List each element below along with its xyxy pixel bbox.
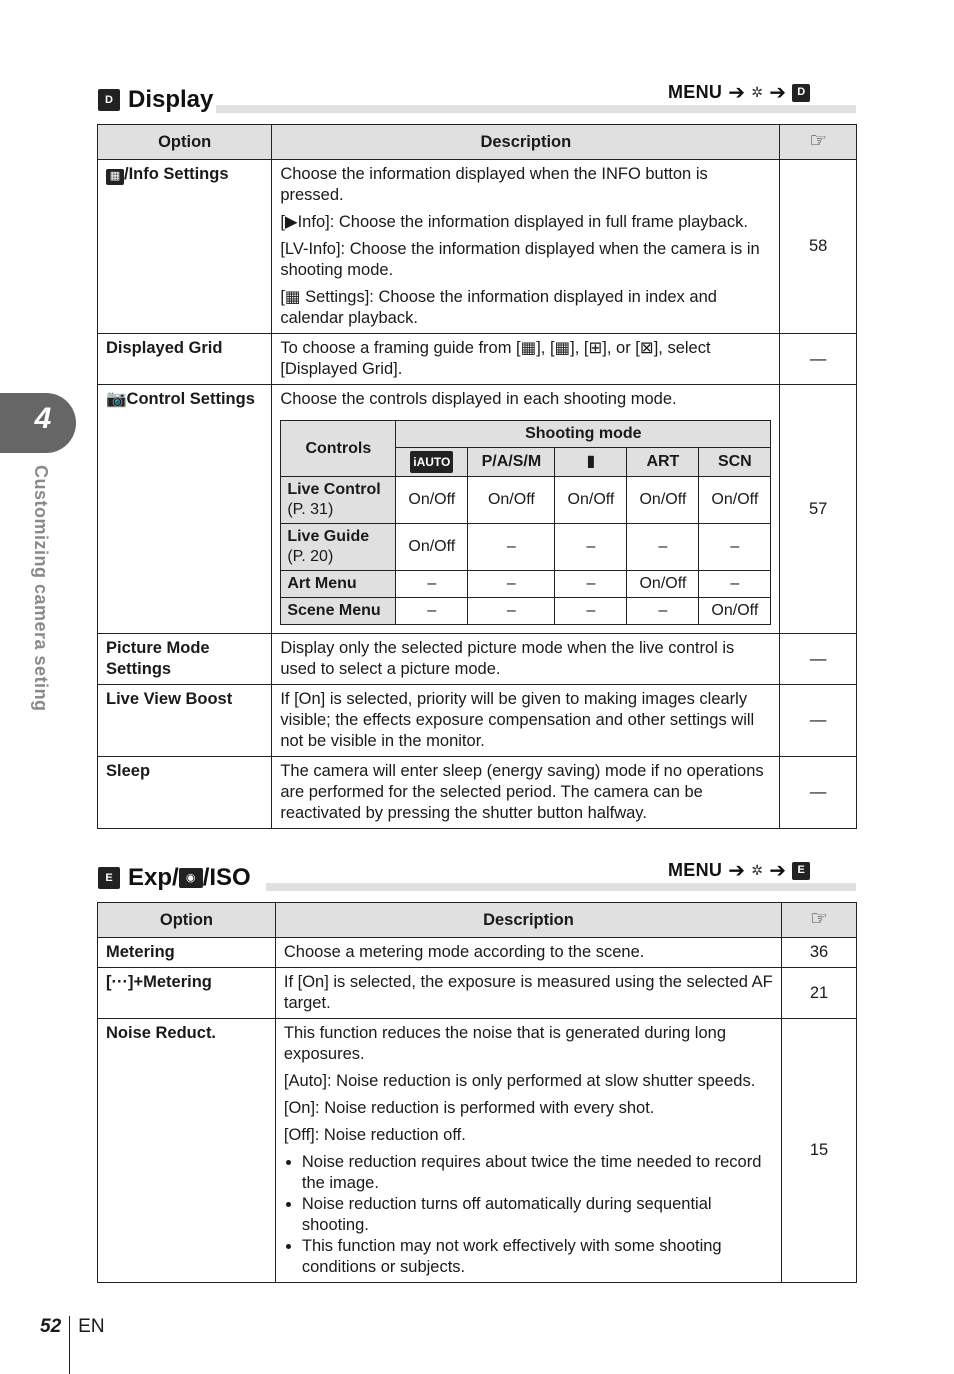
chapter-label: Customizing camera seting: [31, 465, 51, 712]
controls-row: [281, 477, 771, 524]
page-ref: 58: [780, 160, 857, 334]
control-value: –: [396, 571, 468, 598]
control-name: Scene Menu: [281, 598, 396, 625]
list-item: • Noise reduction requires about twice the time needed to record the image.: [302, 1152, 773, 1194]
menu-word: MENU: [668, 860, 723, 880]
arrow-right-icon: ➔: [769, 860, 787, 882]
table-row: [98, 938, 857, 968]
control-value: –: [468, 571, 555, 598]
control-value: On/Off: [627, 477, 699, 524]
control-value: –: [468, 524, 555, 571]
page-ref: —: [780, 757, 857, 829]
display-title: Display: [128, 86, 214, 113]
gear-icon: ✲: [751, 862, 764, 878]
description-cell: Choose a metering mode according to the scene.: [275, 938, 781, 968]
col-description: Description: [275, 903, 781, 938]
display-table: [97, 124, 857, 829]
mode-pasm: P/A/S/M: [468, 448, 555, 477]
description-cell: Display only the selected picture mode when the live control is used to select a picture mode.: [272, 634, 780, 685]
arrow-right-icon: ➔: [769, 82, 787, 104]
exp-table: [97, 902, 857, 1283]
table-row: [98, 385, 857, 634]
page-number: 52: [40, 1316, 62, 1337]
page-ref: 15: [782, 1019, 857, 1283]
option-cell: Noise Reduct.: [98, 1019, 276, 1283]
control-value: –: [555, 571, 627, 598]
table-row: [98, 334, 857, 385]
control-value: –: [468, 598, 555, 625]
description-cell: The camera will enter sleep (energy saving) mode if no operations are performed for the selected period. The camera can be reactivated by pressing the shutter button halfway.: [272, 757, 780, 829]
exp-menu-icon: E: [792, 862, 810, 880]
exp-heading: [98, 864, 251, 892]
col-option: Option: [98, 125, 272, 160]
arrow-right-icon: ➔: [728, 860, 746, 882]
language-code: EN: [78, 1316, 105, 1337]
display-heading: [98, 86, 213, 114]
table-row: [98, 968, 857, 1019]
display-menu-path: [668, 80, 810, 105]
mode-scn: SCN: [699, 448, 771, 477]
control-value: –: [699, 524, 771, 571]
control-value: On/Off: [555, 477, 627, 524]
option-cell: 📷Control Settings: [98, 385, 272, 634]
control-value: On/Off: [396, 477, 468, 524]
page-ref: —: [780, 685, 857, 757]
mode-art: ART: [627, 448, 699, 477]
mode-movie-icon: ▮: [555, 448, 627, 477]
section-rule: [266, 883, 856, 891]
control-value: On/Off: [699, 477, 771, 524]
list-item: • This function may not work effectively with some shooting conditions or subjects.: [302, 1236, 773, 1278]
footer-divider: [69, 1316, 70, 1374]
exp-title-b: /ISO: [202, 864, 251, 891]
page-ref: —: [780, 634, 857, 685]
option-cell: Sleep: [98, 757, 272, 829]
description-cell: Choose the controls displayed in each shooting mode. Controls Shooting mode iAUTO P/A/S/M ▮ ART SCN Live Control (P. 31) On/Off On/Off On/Off On/Off On/Off Live Guide (P. 20) On/Off – – – – Art Menu – – – On/Off – Scene Menu – – – – On/Off: [272, 385, 780, 634]
controls-row: [281, 598, 771, 625]
section-rule: [216, 105, 856, 113]
control-value: On/Off: [699, 598, 771, 625]
control-value: –: [555, 598, 627, 625]
col-option: Option: [98, 903, 276, 938]
description-cell: If [On] is selected, priority will be given to making images clearly visible; the effects exposure compensation and other settings will not be visible in the monitor.: [272, 685, 780, 757]
table-row: [98, 757, 857, 829]
ref-hand-icon: ☞: [780, 125, 857, 160]
arrow-right-icon: ➔: [728, 82, 746, 104]
list-item: • Noise reduction turns off automatically during sequential shooting.: [302, 1194, 773, 1236]
table-row: [98, 1019, 857, 1283]
control-name: Art Menu: [281, 571, 396, 598]
gear-icon: ✲: [751, 84, 764, 100]
index-grid-icon: ▦: [106, 169, 124, 185]
page-footer: [40, 1298, 105, 1356]
option-cell: Metering: [98, 938, 276, 968]
display-menu-icon: D: [98, 89, 120, 111]
description-cell: To choose a framing guide from [▦], [▦], [⊞], or [⊠], select [Displayed Grid].: [272, 334, 780, 385]
page-ref: 36: [782, 938, 857, 968]
controls-table: [280, 420, 771, 625]
option-cell: Picture Mode Settings: [98, 634, 272, 685]
description-cell: Choose the information displayed when the INFO button is pressed. [▶Info]: Choose the information displayed in full frame playback. [LV-Info]: Choose the information displayed when the camera is in shooting mode. [▦ Settings]: Choose the information displayed in index and calendar playback.: [272, 160, 780, 334]
control-value: –: [699, 571, 771, 598]
controls-header: Controls: [281, 421, 396, 477]
option-cell: Displayed Grid: [98, 334, 272, 385]
control-value: –: [627, 524, 699, 571]
option-cell: Live View Boost: [98, 685, 272, 757]
af-target-icon: [···]: [106, 973, 134, 991]
control-value: –: [627, 598, 699, 625]
control-name: Live Control (P. 31): [281, 477, 396, 524]
controls-row: [281, 524, 771, 571]
exp-title-a: Exp/: [128, 864, 179, 891]
page-ref: —: [780, 334, 857, 385]
ref-hand-icon: ☞: [782, 903, 857, 938]
description-cell: If [On] is selected, the exposure is measured using the selected AF target.: [275, 968, 781, 1019]
shooting-mode-header: Shooting mode: [396, 421, 771, 448]
page-ref: 21: [782, 968, 857, 1019]
controls-row: [281, 571, 771, 598]
page-ref: 57: [780, 385, 857, 634]
option-cell: ▦ /Info Settings: [98, 160, 272, 334]
control-name: Live Guide (P. 20): [281, 524, 396, 571]
metering-icon: ◉: [179, 868, 203, 888]
control-value: –: [396, 598, 468, 625]
control-value: –: [555, 524, 627, 571]
control-value: On/Off: [396, 524, 468, 571]
table-row: [98, 634, 857, 685]
col-description: Description: [272, 125, 780, 160]
table-row: [98, 160, 857, 334]
option-cell: [···]+Metering: [98, 968, 276, 1019]
description-cell: This function reduces the noise that is generated during long exposures. [Auto]: Noise reduction is only performed at slow shutter speeds. [On]: Noise reduction is performed with every shot. [Off]: Noise reduction off. • Noise reduction requires about twice the time needed to record the image. • Noise reduction turns off automatically during sequential shooting. • This function may not work effectively with some shooting conditions or subjects.: [275, 1019, 781, 1283]
control-value: On/Off: [627, 571, 699, 598]
exp-menu-path: [668, 858, 810, 883]
control-value: On/Off: [468, 477, 555, 524]
notes-list: [284, 1152, 773, 1278]
mode-iauto: iAUTO: [396, 448, 468, 477]
menu-word: MENU: [668, 82, 723, 102]
chapter-number: 4: [34, 402, 52, 435]
table-row: [98, 685, 857, 757]
camera-icon: 📷: [106, 390, 127, 408]
display-menu-icon: D: [792, 84, 810, 102]
exp-menu-icon: E: [98, 867, 120, 889]
